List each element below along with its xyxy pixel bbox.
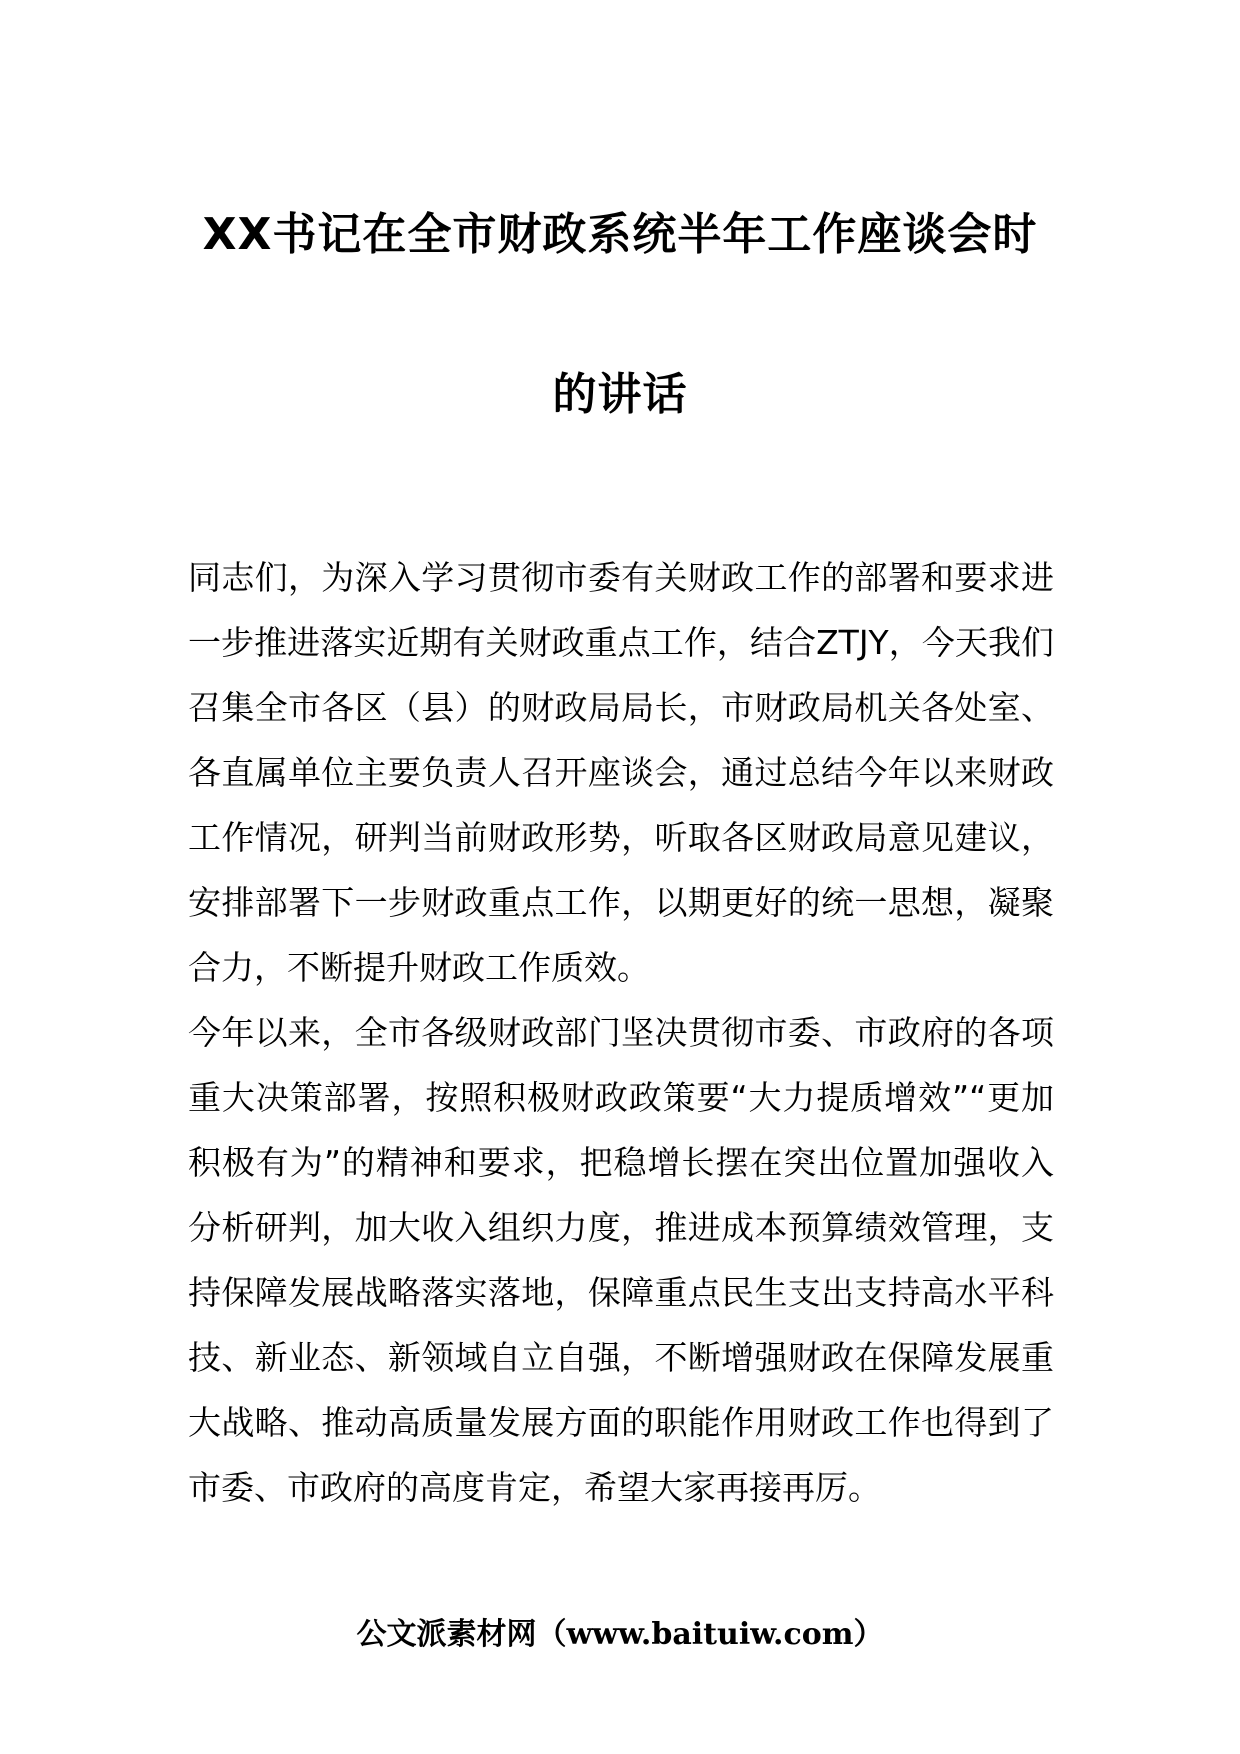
document-title-line-1: XX书记在全市财政系统半年工作座谈会时 — [202, 209, 1038, 260]
footer-watermark: 公文派素材网（www.baituiw.com） — [356, 1617, 884, 1652]
document-title-line-2: 的讲话 — [552, 369, 688, 420]
paragraph-2: 今年以来，全市各级财政部门坚决贯彻市委、市政府的各项重大决策部署，按照积极财政政策要“大力提质增效”“更加积极有为”的精神和要求，把稳增长摆在突出位置加强收入分析研判，加大收入组织力度，推进成本预算绩效管理，支持保障发展战略落实落地，保障重点民生支出支持高水平科技、新业态、新领域自立自强，不断增强财政在保障发展重大战略、推动高质量发展方面的职能作用财政工作也得到了市委、市政府的高度肯定，希望大家再接再厉。 — [188, 1013, 1054, 1507]
paragraph-1: 同志们，为深入学习贯彻市委有关财政工作的部署和要求进一步推进落实近期有关财政重点工作，结合ZTJY，今天我们召集全市各区（县）的财政局局长，市财政局机关各处室、各直属单位主要负责人召开座谈会，通过总结今年以来财政工作情况，研判当前财政形势，听取各区财政局意见建议，安排部署下一步财政重点工作，以期更好的统一思想，凝聚合力，不断提升财政工作质效。 — [188, 558, 1054, 987]
document-body — [188, 545, 1054, 1520]
